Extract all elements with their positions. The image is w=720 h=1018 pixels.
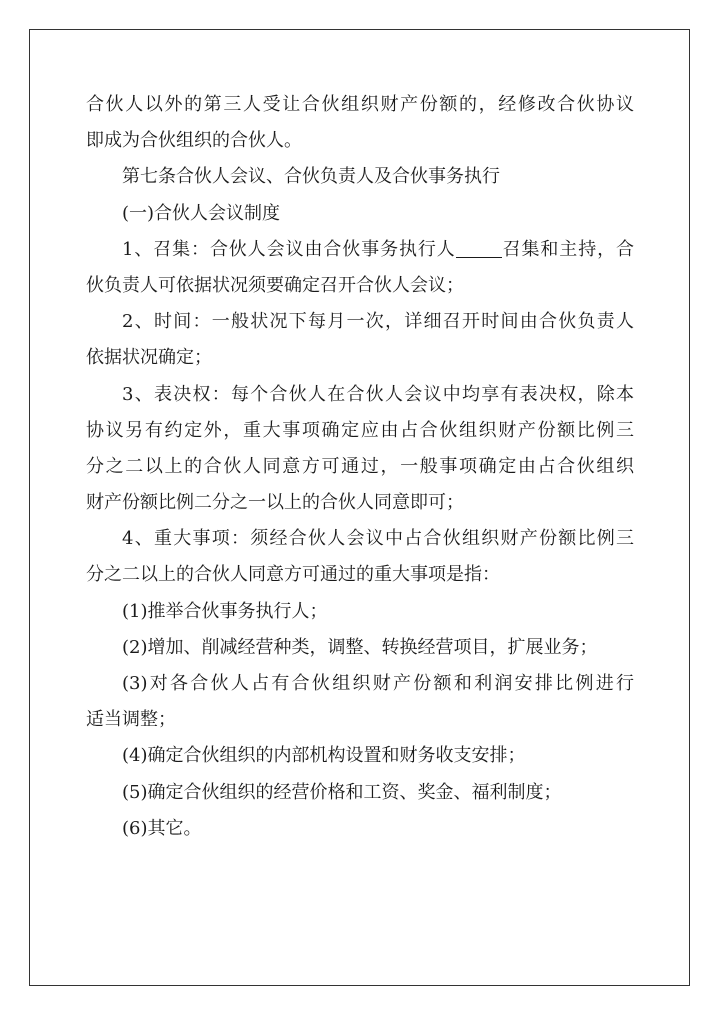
section-heading: (一)合伙人会议制度 <box>122 202 281 224</box>
text-line: 即成为合伙组织的合伙人。 <box>86 130 302 152</box>
document-body <box>86 87 634 847</box>
list-item: (2)增加、削减经营种类，调整、转换经营项目，扩展业务； <box>122 636 598 658</box>
fill-in-blank <box>456 239 502 258</box>
text-line: 财产份额比例二分之一以上的合伙人同意即可； <box>86 492 464 514</box>
text-line: 依据状况确定； <box>86 347 212 369</box>
text-line <box>86 232 634 268</box>
text-line: 合伙人以外的第三人受让合伙组织财产份额的，经修改合伙协议 <box>86 94 634 115</box>
list-item: (1)推举合伙事务执行人； <box>122 600 328 622</box>
list-item: (4)确定合伙组织的内部机构设置和财务收支安排； <box>122 745 526 767</box>
text-line: 4、重大事项：须经合伙人会议中占合伙组织财产份额比例三 <box>122 528 634 550</box>
text-line: 分之二以上的合伙人同意方可通过，一般事项确定由占合伙组织 <box>86 455 634 477</box>
text-line: 2、时间：一般状况下每月一次，详细召开时间由合伙负责人 <box>122 311 634 333</box>
text-line: 3、表决权：每个合伙人在合伙人会议中均享有表决权，除本 <box>122 383 634 405</box>
text-line: 协议另有约定外，重大事项确定应由占合伙组织财产份额比例三 <box>86 419 634 441</box>
text-line: 伙负责人可依据状况须要确定召开合伙人会议； <box>86 274 464 296</box>
text-line: 分之二以上的合伙人同意方可通过的重大事项是指： <box>86 564 500 586</box>
text-segment: 1、召集：合伙人会议由合伙事务执行人 <box>122 238 456 260</box>
list-item: (3)对各合伙人占有合伙组织财产份额和利润安排比例进行 <box>122 673 634 694</box>
article-heading: 第七条合伙人会议、合伙负责人及合伙事务执行 <box>122 166 500 188</box>
list-item: (6)其它。 <box>122 817 202 839</box>
list-item: (5)确定合伙组织的经营价格和工资、奖金、福利制度； <box>122 781 562 803</box>
text-line: 适当调整； <box>86 709 176 731</box>
text-segment: 召集和主持，合 <box>501 238 634 260</box>
